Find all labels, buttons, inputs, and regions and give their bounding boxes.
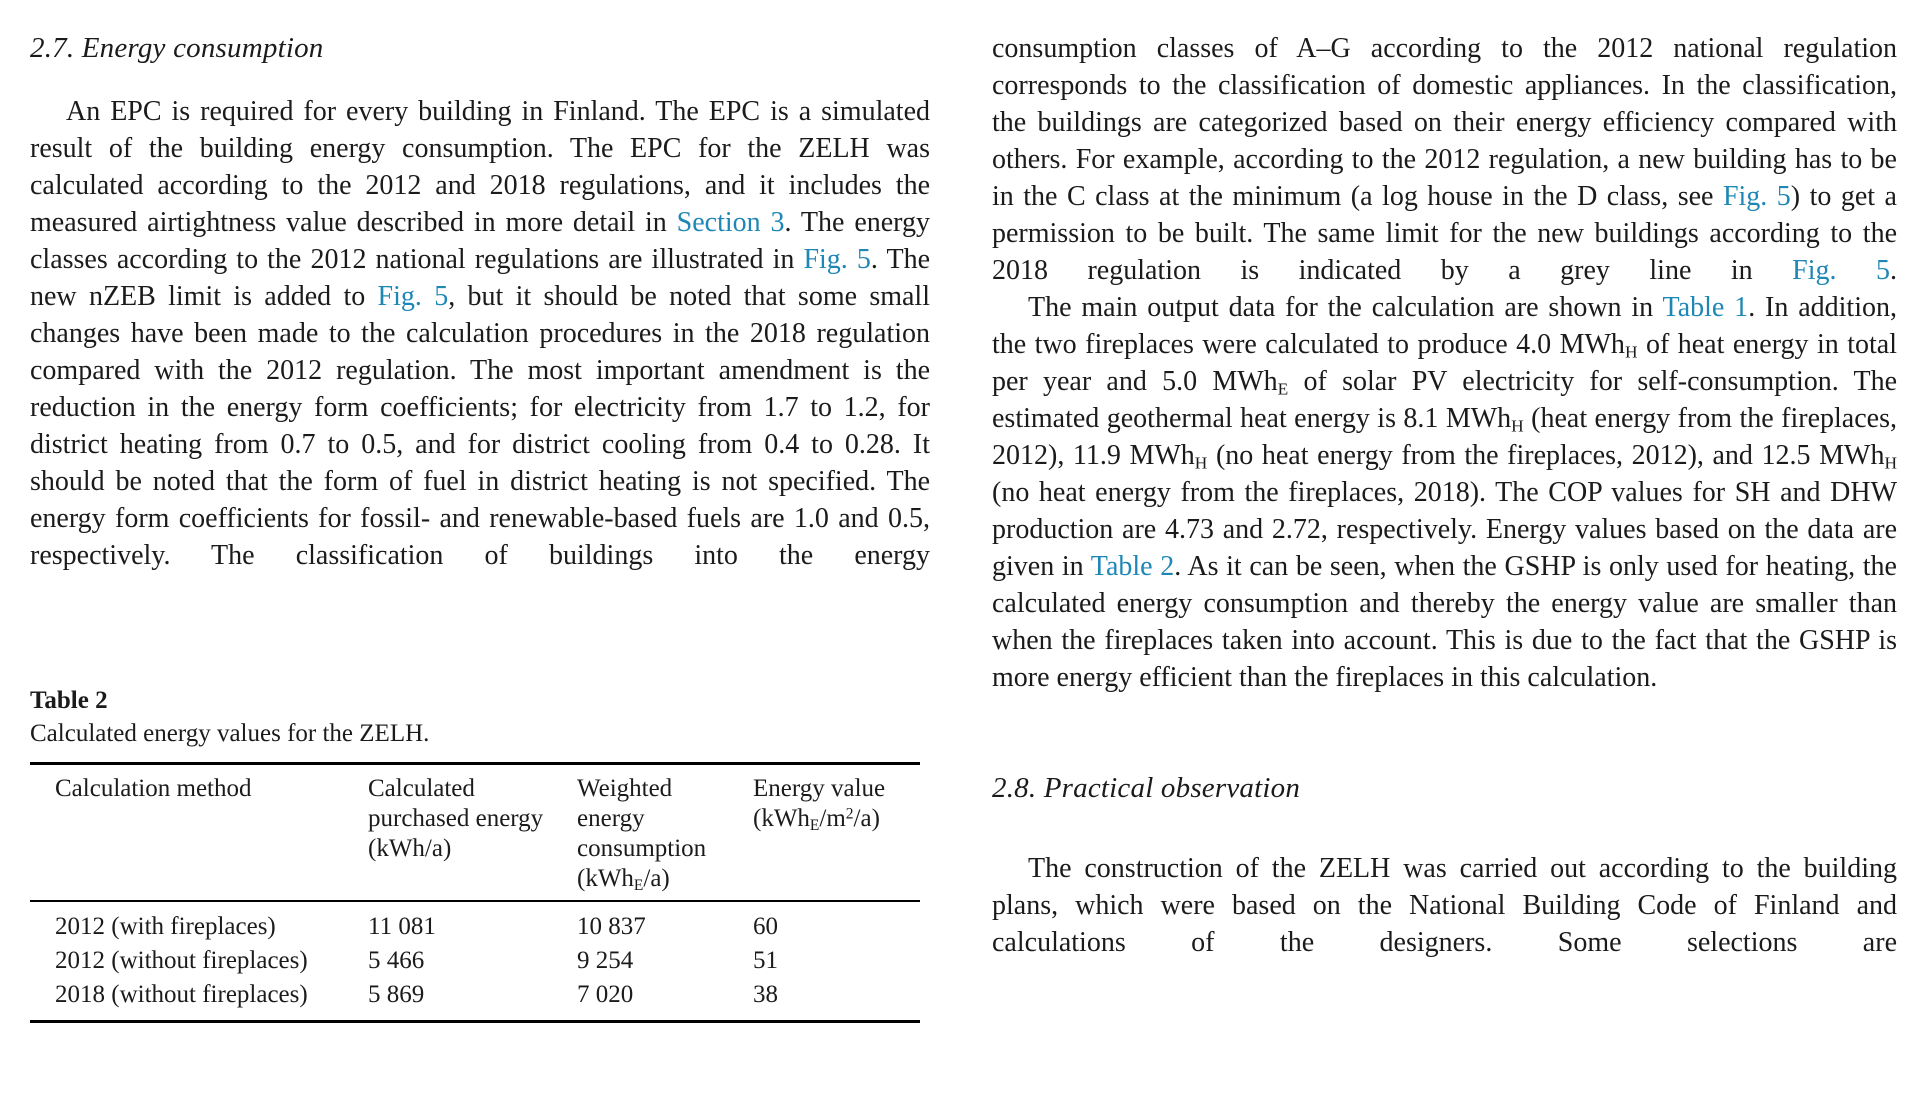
text-run: /m (819, 805, 846, 832)
cross-reference-link[interactable]: Fig. 5 (1722, 181, 1791, 212)
text-run: . The energy classes according to the 2012 national regulations are illustrated in (30, 207, 930, 275)
cell-weighted-consumption: 7 020 (577, 981, 634, 1008)
column-header-weighted-energy-consumption (577, 764, 753, 902)
table-row (30, 901, 920, 944)
text-run: . (1890, 255, 1897, 286)
paragraph-practical-observation (992, 850, 1897, 961)
cross-reference-link[interactable]: Table 2 (1090, 551, 1175, 582)
cell-energy-value: 51 (753, 947, 778, 974)
text-run: The construction of the ZELH was carried out according to the building plans, which were based on the National Building Code of Finland and calculations of the designers. Some selections are (992, 853, 1897, 958)
text-run: /a) (853, 805, 880, 832)
text-run: Weighted energy consumption (kWh (577, 775, 707, 892)
text-run: of heat energy in total per year and 5.0 MWh (992, 329, 1897, 397)
cell-purchased-energy: 5 869 (368, 981, 425, 1008)
table-row (30, 978, 920, 1022)
cell-method: 2012 (with fireplaces) (55, 913, 276, 940)
cross-reference-link[interactable]: Fig. 5 (803, 244, 871, 275)
subscript-text: H (1884, 453, 1897, 473)
section-heading-2-8: 2.8. Practical observation (992, 772, 1301, 804)
cross-reference-link[interactable]: Section 3 (676, 207, 785, 238)
cross-reference-link[interactable]: Table 1 (1662, 292, 1749, 323)
subscript-text: H (1624, 342, 1638, 362)
table-2 (30, 762, 920, 1023)
table-2-block (30, 686, 930, 1023)
cell-weighted-consumption: 10 837 (577, 913, 646, 940)
column-header-calculated-purchased-energy (368, 764, 577, 902)
table-header-row (30, 764, 920, 902)
cell-weighted-consumption: 9 254 (577, 947, 634, 974)
cell-purchased-energy: 11 081 (368, 913, 436, 940)
text-run: Energy value (kWh (753, 775, 886, 832)
column-header-energy-value (753, 764, 920, 902)
cross-reference-link[interactable]: Fig. 5 (1792, 255, 1890, 286)
subscript-text: H (1194, 453, 1208, 473)
left-column (30, 30, 930, 1023)
subscript-text: E (809, 816, 820, 834)
table-caption: Calculated energy values for the ZELH. (30, 720, 430, 747)
cell-energy-value: 38 (753, 981, 778, 1008)
table-row (30, 944, 920, 978)
text-run: of solar PV electricity for self-consumption. The estimated geothermal heat energy is 8.1 MWh (992, 366, 1898, 434)
text-run: consumption classes of A–G according to the 2012 national regulation corresponds to the classification of domestic appliances. In the classification, the buildings are categorized based on their energy efficiency compared with others. For example, according to the 2012 regulation, a new building has to be in the C class at the minimum (a log house in the D class, see (992, 33, 1897, 212)
superscript-text: 2 (845, 805, 854, 823)
column-header-calculation-method (30, 764, 368, 902)
text-run: Calculation method (55, 775, 252, 802)
cell-purchased-energy: 5 466 (368, 947, 425, 974)
cell-energy-value: 60 (753, 913, 778, 940)
text-run: /a) (643, 865, 670, 892)
section-heading-2-7: 2.7. Energy consumption (30, 32, 324, 64)
text-run: . The new nZEB limit is added to (30, 244, 930, 312)
text-run: . In addition, the two fireplaces were calculated to produce 4.0 MWh (992, 292, 1897, 360)
subscript-text: E (633, 876, 644, 894)
text-run: (no heat energy from the fireplaces, 2018). The COP values for SH and DHW production are 4.73 and 2.72, respectively. Energy values based on the data are given in (992, 477, 1897, 582)
text-run: ) to get a permission to be built. The same limit for the new buildings according to the 2018 regulation is indicated by a grey line in (992, 181, 1897, 286)
cross-reference-link[interactable]: Fig. 5 (377, 281, 449, 312)
text-run: (no heat energy from the fireplaces, 2012), and 12.5 MWh (1207, 440, 1885, 471)
subscript-text: H (1511, 416, 1524, 436)
text-run: Calculated purchased energy (kWh/a) (368, 775, 544, 862)
cell-method: 2018 (without fireplaces) (55, 981, 308, 1008)
subscript-text: E (1277, 379, 1289, 399)
text-run: An EPC is required for every building in Finland. The EPC is a simulated result of the building energy consumption. The EPC for the ZELH was calculated according to the 2012 and 2018 regulations, and it includes the measured airtightness value described in more detail in (30, 96, 930, 238)
table-label: Table 2 (30, 687, 108, 714)
text-run: . As it can be seen, when the GSHP is only used for heating, the calculated energy consumption and thereby the energy value are smaller than when the fireplaces taken into account. This is due to the fact that the GSHP is more energy efficient than the fireplaces in this calculation. (992, 551, 1897, 693)
text-run: (heat energy from the fireplaces, 2012), 11.9 MWh (992, 403, 1897, 471)
text-run: The main output data for the calculation are shown in (1028, 292, 1663, 323)
text-run: , but it should be noted that some small changes have been made to the calculation procedures in the 2018 regulation compared with the 2012 regulation. The most important amendment is the reduction in the energy form coefficients; for electricity from 1.7 to 1.2, for district heating from 0.7 to 0.5, and for district cooling from 0.4 to 0.28. It should be noted that the form of fuel in district heating is not specified. The energy form coefficients for fossil- and renewable-based fuels are 1.0 and 0.5, respectively. The classification of buildings into the energy (30, 281, 930, 571)
paragraph-energy-consumption (30, 93, 930, 574)
right-column (992, 30, 1897, 961)
paragraph-continuation (992, 30, 1897, 289)
cell-method: 2012 (without fireplaces) (55, 947, 308, 974)
paragraph-main-output-data (992, 289, 1897, 696)
